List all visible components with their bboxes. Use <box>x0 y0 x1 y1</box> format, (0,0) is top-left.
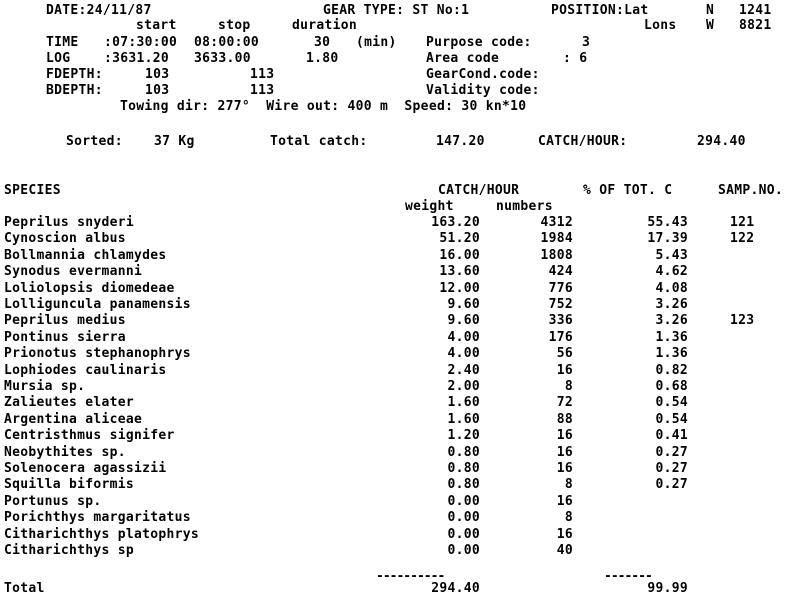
total-catch-value: 147.20 <box>436 134 485 149</box>
pct-cell: 5.43 <box>655 248 688 263</box>
numbers-cell: 4312 <box>540 215 573 230</box>
weight-cell: 13.60 <box>439 264 480 279</box>
col-duration-header: duration <box>292 18 358 33</box>
bdepth-stop: 113 <box>250 83 275 98</box>
gearcond-code-label: GearCond.code: <box>426 67 540 82</box>
species-name: Bollmannia chlamydes <box>4 248 167 263</box>
species-name: Synodus evermanni <box>4 264 143 279</box>
weight-cell: 4.00 <box>447 330 480 345</box>
towing-line: Towing dir: 277° Wire out: 400 m Speed: 30 kn*10 <box>120 99 527 114</box>
purpose-code-value: 3 <box>582 35 591 50</box>
time-start: :07:30:00 <box>104 35 178 50</box>
bdepth-start: 103 <box>145 83 170 98</box>
weight-cell: 1.60 <box>447 395 480 410</box>
catch-hour-header: CATCH/HOUR <box>438 183 520 198</box>
species-name: Mursia sp. <box>4 379 86 394</box>
numbers-cell: 776 <box>548 281 573 296</box>
numbers-cell: 88 <box>556 412 573 427</box>
pct-cell: 3.26 <box>655 297 688 312</box>
weight-cell: 0.80 <box>447 477 480 492</box>
weight-header: weight <box>405 199 454 214</box>
catch-hour-label: CATCH/HOUR: <box>538 134 628 149</box>
species-name: Squilla biformis <box>4 477 135 492</box>
samp-cell: 122 <box>730 231 755 246</box>
pct-cell: 0.27 <box>655 445 688 460</box>
time-label: TIME <box>46 35 79 50</box>
time-stop: 08:00:00 <box>194 35 260 50</box>
numbers-cell: 16 <box>556 363 573 378</box>
samp-cell: 121 <box>730 215 755 230</box>
species-name: Prionotus stephanophrys <box>4 346 191 361</box>
pct-cell: 17.39 <box>647 231 688 246</box>
pct-cell: 0.41 <box>655 428 688 443</box>
weight-cell: 1.20 <box>447 428 480 443</box>
numbers-cell: 16 <box>556 461 573 476</box>
weight-cell: 4.00 <box>447 346 480 361</box>
area-code-label: Area code <box>426 51 500 66</box>
sorted-label: Sorted: <box>66 134 123 149</box>
weight-cell: 2.00 <box>447 379 480 394</box>
numbers-cell: 16 <box>556 494 573 509</box>
fdepth-start: 103 <box>145 67 170 82</box>
validity-code-label: Validity code: <box>426 83 540 98</box>
weight-cell: 0.00 <box>447 543 480 558</box>
log-label: LOG <box>46 51 71 66</box>
weight-total-rule: ---------- <box>376 569 445 584</box>
weight-cell: 0.00 <box>447 494 480 509</box>
numbers-cell: 16 <box>556 445 573 460</box>
sorted-value: 37 Kg <box>154 134 195 149</box>
col-start-header: start <box>136 18 177 33</box>
numbers-cell: 16 <box>556 527 573 542</box>
pct-cell: 0.27 <box>655 477 688 492</box>
pct-total-rule: ------- <box>604 569 652 584</box>
species-name: Solenocera agassizii <box>4 461 167 476</box>
numbers-cell: 72 <box>556 395 573 410</box>
pct-cell: 0.54 <box>655 412 688 427</box>
weight-cell: 1.60 <box>447 412 480 427</box>
date-label: DATE:24/11/87 <box>46 3 152 18</box>
fdepth-label: FDEPTH: <box>46 67 103 82</box>
samp-cell: 123 <box>730 313 755 328</box>
numbers-cell: 336 <box>548 313 573 328</box>
weight-cell: 12.00 <box>439 281 480 296</box>
numbers-cell: 16 <box>556 428 573 443</box>
fdepth-stop: 113 <box>250 67 275 82</box>
weight-cell: 9.60 <box>447 297 480 312</box>
weight-cell: 0.80 <box>447 445 480 460</box>
species-name: Porichthys margaritatus <box>4 510 191 525</box>
time-unit: (min) <box>356 35 397 50</box>
pct-cell: 0.54 <box>655 395 688 410</box>
species-name: Zalieutes elater <box>4 395 135 410</box>
numbers-cell: 8 <box>564 510 573 525</box>
numbers-cell: 1984 <box>540 231 573 246</box>
catch-hour-value: 294.40 <box>697 134 746 149</box>
species-name: Peprilus medius <box>4 313 126 328</box>
species-name: Portunus sp. <box>4 494 102 509</box>
pct-cell: 4.08 <box>655 281 688 296</box>
pct-cell: 55.43 <box>647 215 688 230</box>
species-name: Argentina aliceae <box>4 412 143 427</box>
purpose-code-label: Purpose code: <box>426 35 532 50</box>
species-name: Centristhmus signifer <box>4 428 175 443</box>
weight-cell: 0.80 <box>447 461 480 476</box>
species-name: Loliolopsis diomedeae <box>4 281 175 296</box>
col-stop-header: stop <box>218 18 251 33</box>
numbers-cell: 752 <box>548 297 573 312</box>
numbers-cell: 40 <box>556 543 573 558</box>
species-name: Lolliguncula panamensis <box>4 297 191 312</box>
pct-cell: 1.36 <box>655 346 688 361</box>
weight-cell: 0.00 <box>447 527 480 542</box>
numbers-cell: 176 <box>548 330 573 345</box>
total-pct: 99.99 <box>647 581 688 596</box>
weight-cell: 51.20 <box>439 231 480 246</box>
numbers-cell: 424 <box>548 264 573 279</box>
log-distance: 1.80 <box>306 51 339 66</box>
numbers-cell: 8 <box>564 379 573 394</box>
total-weight: 294.40 <box>431 581 480 596</box>
log-start: :3631.20 <box>104 51 170 66</box>
numbers-cell: 1808 <box>540 248 573 263</box>
pct-cell: 3.26 <box>655 313 688 328</box>
lons-hemisphere: W <box>706 18 715 33</box>
species-name: Peprilus snyderi <box>4 215 135 230</box>
species-header: SPECIES <box>4 183 61 198</box>
species-name: Citharichthys platophrys <box>4 527 200 542</box>
species-name: Citharichthys sp <box>4 543 135 558</box>
weight-cell: 16.00 <box>439 248 480 263</box>
species-name: Cynoscion albus <box>4 231 126 246</box>
total-label: Total <box>4 581 45 596</box>
pct-cell: 0.27 <box>655 461 688 476</box>
weight-cell: 2.40 <box>447 363 480 378</box>
numbers-cell: 56 <box>556 346 573 361</box>
total-catch-label: Total catch: <box>270 134 368 149</box>
species-name: Lophiodes caulinaris <box>4 363 167 378</box>
lat-hemisphere: N <box>706 3 715 18</box>
pct-cell: 4.62 <box>655 264 688 279</box>
lons-label: Lons <box>644 18 677 33</box>
samp-no-header: SAMP.NO. <box>718 183 784 198</box>
lons-value: 8821 <box>739 18 772 33</box>
pct-cell: 0.68 <box>655 379 688 394</box>
species-name: Pontinus sierra <box>4 330 126 345</box>
numbers-cell: 8 <box>564 477 573 492</box>
weight-cell: 0.00 <box>447 510 480 525</box>
time-duration: 30 <box>314 35 331 50</box>
area-code-value: : 6 <box>563 51 588 66</box>
bdepth-label: BDEPTH: <box>46 83 103 98</box>
gear-type: GEAR TYPE: ST No:1 <box>323 3 470 18</box>
pct-total-header: % OF TOT. C <box>583 183 673 198</box>
pct-cell: 1.36 <box>655 330 688 345</box>
species-name: Neobythites sp. <box>4 445 126 460</box>
weight-cell: 9.60 <box>447 313 480 328</box>
pct-cell: 0.82 <box>655 363 688 378</box>
weight-cell: 163.20 <box>431 215 480 230</box>
position-label: POSITION:Lat <box>551 3 649 18</box>
lat-value: 1241 <box>739 3 772 18</box>
log-stop: 3633.00 <box>194 51 251 66</box>
numbers-header: numbers <box>496 199 553 214</box>
